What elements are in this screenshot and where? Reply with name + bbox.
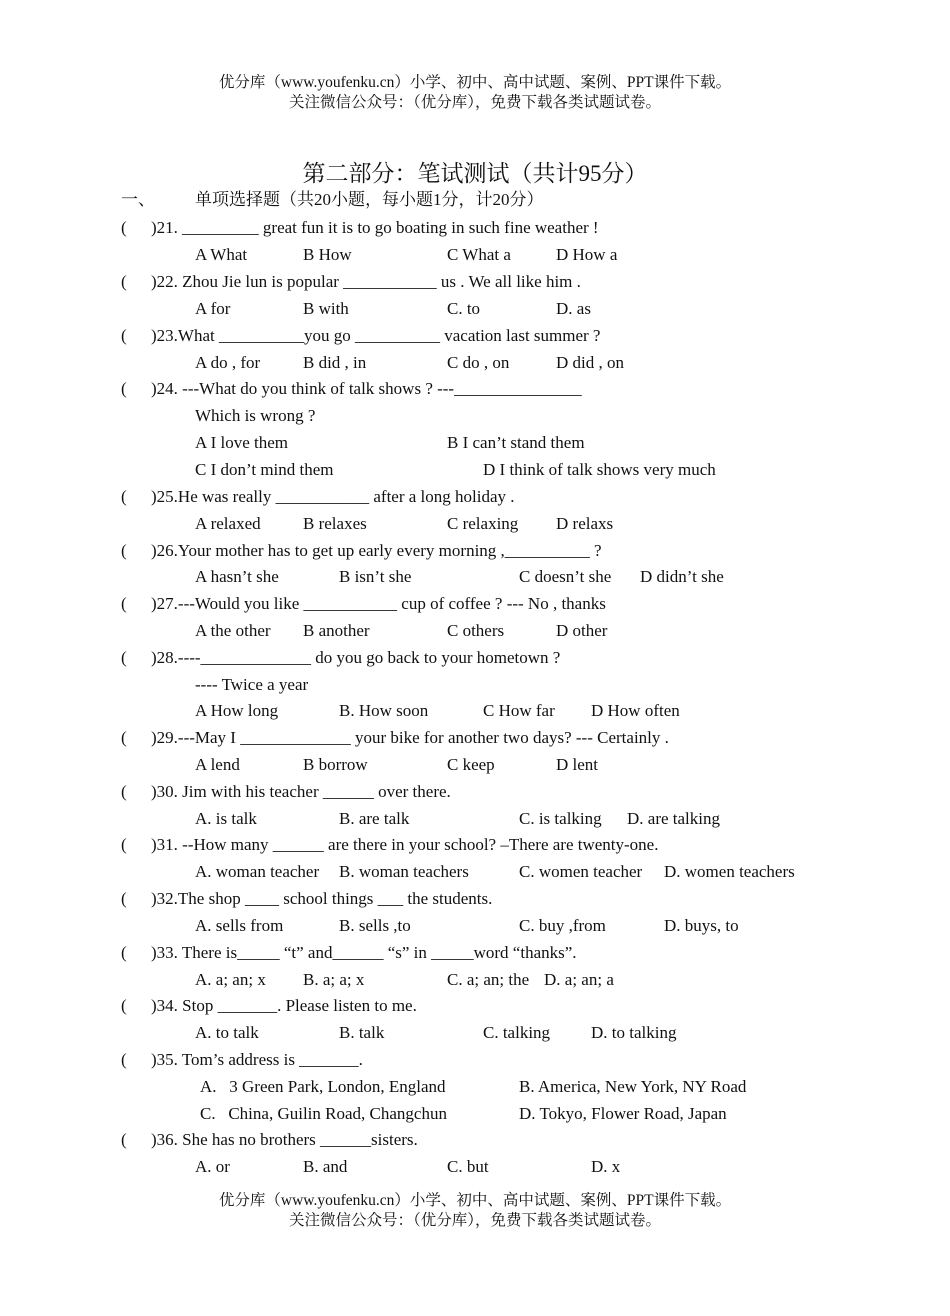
answer-paren: ( xyxy=(121,487,127,506)
option-c: C. a; an; the xyxy=(447,970,530,989)
option-d: D relaxs xyxy=(556,514,614,533)
option-a: A. is talk xyxy=(195,809,257,828)
answer-paren: ( xyxy=(121,648,127,667)
option-d: D. are talking xyxy=(627,809,720,828)
question-stem: )26.Your mother has to get up early every morning ,__________ ? xyxy=(151,541,602,560)
answer-paren: ( xyxy=(121,594,127,613)
question-stem: )36. She has no brothers ______sisters. xyxy=(151,1130,418,1149)
answer-paren: ( xyxy=(121,943,127,962)
option-d: D. a; an; a xyxy=(544,970,614,989)
option-a: A How long xyxy=(195,701,279,720)
question-stem: )25.He was really ___________ after a long holiday . xyxy=(151,487,515,506)
option-d: D How often xyxy=(591,701,680,720)
option-b: B with xyxy=(303,299,349,318)
answer-paren: ( xyxy=(121,379,127,398)
question-stem: )28.----_____________ do you go back to your hometown ? xyxy=(151,648,561,667)
section-title: 单项选择题（共20小题，每小题1分，计20分） xyxy=(195,190,544,209)
option-c: C. but xyxy=(447,1157,489,1176)
page-footer xyxy=(0,1191,950,1231)
option-a: A. a; an; x xyxy=(195,970,266,989)
option-a: A hasn’t she xyxy=(195,567,279,586)
option-a: A. 3 Green Park, London, England xyxy=(200,1077,446,1096)
question-stem: )21. _________ great fun it is to go boating in such fine weather ! xyxy=(151,218,599,237)
option-b: B How xyxy=(303,245,352,264)
answer-paren: ( xyxy=(121,782,127,801)
option-a: A lend xyxy=(195,755,240,774)
option-d: D did , on xyxy=(556,353,624,372)
footer-line-2: 关注微信公众号：（优分库），免费下载各类试题试卷。 xyxy=(288,1212,661,1229)
option-d: D didn’t she xyxy=(640,567,724,586)
option-b: B did , in xyxy=(303,353,367,372)
option-b: B I can’t stand them xyxy=(447,433,585,452)
option-a: A for xyxy=(195,299,231,318)
option-d: D. Tokyo, Flower Road, Japan xyxy=(519,1104,727,1123)
option-b: B. talk xyxy=(339,1023,385,1042)
answer-paren: ( xyxy=(121,272,127,291)
option-a: A. to talk xyxy=(195,1023,259,1042)
option-c: C. is talking xyxy=(519,809,602,828)
question-stem: )31. --How many ______ are there in your school? –There are twenty-one. xyxy=(151,835,659,854)
option-c: C do , on xyxy=(447,353,510,372)
question-stem: )33. There is_____ “t” and______ “s” in _____word “thanks”. xyxy=(151,943,577,962)
answer-paren: ( xyxy=(121,326,127,345)
header-line-1: 优分库（www.youfenku.cn）小学、初中、高中试题、案例、PPT课件下载。 xyxy=(218,74,732,91)
option-d: D other xyxy=(556,621,608,640)
option-b: B. and xyxy=(303,1157,348,1176)
question-stem: )35. Tom’s address is _______. xyxy=(151,1050,363,1069)
option-b: B. woman teachers xyxy=(339,862,469,881)
option-c: C others xyxy=(447,621,505,640)
question-stem: )34. Stop _______. Please listen to me. xyxy=(151,996,417,1015)
option-c: C How far xyxy=(483,701,555,720)
option-b: B. sells ,to xyxy=(339,916,411,935)
option-d: D lent xyxy=(556,755,599,774)
option-b: B another xyxy=(303,621,370,640)
option-c: C What a xyxy=(447,245,511,264)
page-title: 第二部分：笔试测试（共计95分） xyxy=(302,161,648,186)
option-c: C. women teacher xyxy=(519,862,643,881)
option-d: D. buys, to xyxy=(664,916,739,935)
option-c: C keep xyxy=(447,755,495,774)
option-a: A do , for xyxy=(195,353,261,372)
option-a: A. woman teacher xyxy=(195,862,320,881)
option-c: C. talking xyxy=(483,1023,551,1042)
section-heading xyxy=(121,189,544,211)
question-reply: ---- Twice a year xyxy=(195,675,309,694)
option-d: D. x xyxy=(591,1157,621,1176)
question-stem: )27.---Would you like ___________ cup of coffee ? --- No , thanks xyxy=(151,594,606,613)
option-c: C doesn’t she xyxy=(519,567,612,586)
answer-paren: ( xyxy=(121,1130,127,1149)
option-b: B. a; a; x xyxy=(303,970,365,989)
question-stem: )30. Jim with his teacher ______ over there. xyxy=(151,782,451,801)
option-c: C I don’t mind them xyxy=(195,460,334,479)
option-b: B. How soon xyxy=(339,701,429,720)
option-c: C. buy ,from xyxy=(519,916,606,935)
answer-paren: ( xyxy=(121,728,127,747)
option-b: B. America, New York, NY Road xyxy=(519,1077,747,1096)
option-d: D. to talking xyxy=(591,1023,677,1042)
option-d: D How a xyxy=(556,245,618,264)
answer-paren: ( xyxy=(121,835,127,854)
option-c: C. China, Guilin Road, Changchun xyxy=(200,1104,447,1123)
question-stem: )24. ---What do you think of talk shows ? ---_______________ xyxy=(151,379,582,398)
option-a: A. sells from xyxy=(195,916,284,935)
header-line-2: 关注微信公众号：（优分库），免费下载各类试题试卷。 xyxy=(288,94,661,111)
section-number: 一、 xyxy=(121,190,155,209)
option-b: B. are talk xyxy=(339,809,410,828)
option-a: A What xyxy=(195,245,248,264)
answer-paren: ( xyxy=(121,996,127,1015)
answer-paren: ( xyxy=(121,1050,127,1069)
option-a: A the other xyxy=(195,621,271,640)
question-stem: )29.---May I _____________ your bike for another two days? --- Certainly . xyxy=(151,728,669,747)
answer-paren: ( xyxy=(121,541,127,560)
option-b: B borrow xyxy=(303,755,368,774)
option-d: D. as xyxy=(556,299,591,318)
question-stem: )23.What __________you go __________ vacation last summer ? xyxy=(151,326,601,345)
option-a: A I love them xyxy=(195,433,289,452)
option-c: C. to xyxy=(447,299,481,318)
option-a: A relaxed xyxy=(195,514,261,533)
option-b: B relaxes xyxy=(303,514,367,533)
page-header xyxy=(0,73,950,113)
answer-paren: ( xyxy=(121,218,127,237)
option-b: B isn’t she xyxy=(339,567,412,586)
option-a: A. or xyxy=(195,1157,230,1176)
footer-line-1: 优分库（www.youfenku.cn）小学、初中、高中试题、案例、PPT课件下载。 xyxy=(218,1192,732,1209)
option-c: C relaxing xyxy=(447,514,519,533)
question-prompt: Which is wrong ? xyxy=(195,406,316,425)
answer-paren: ( xyxy=(121,889,127,908)
question-stem: )22. Zhou Jie lun is popular ___________ us . We all like him . xyxy=(151,272,581,291)
option-d: D. women teachers xyxy=(664,862,795,881)
question-stem: )32.The shop ____ school things ___ the students. xyxy=(151,889,493,908)
option-d: D I think of talk shows very much xyxy=(483,460,716,479)
